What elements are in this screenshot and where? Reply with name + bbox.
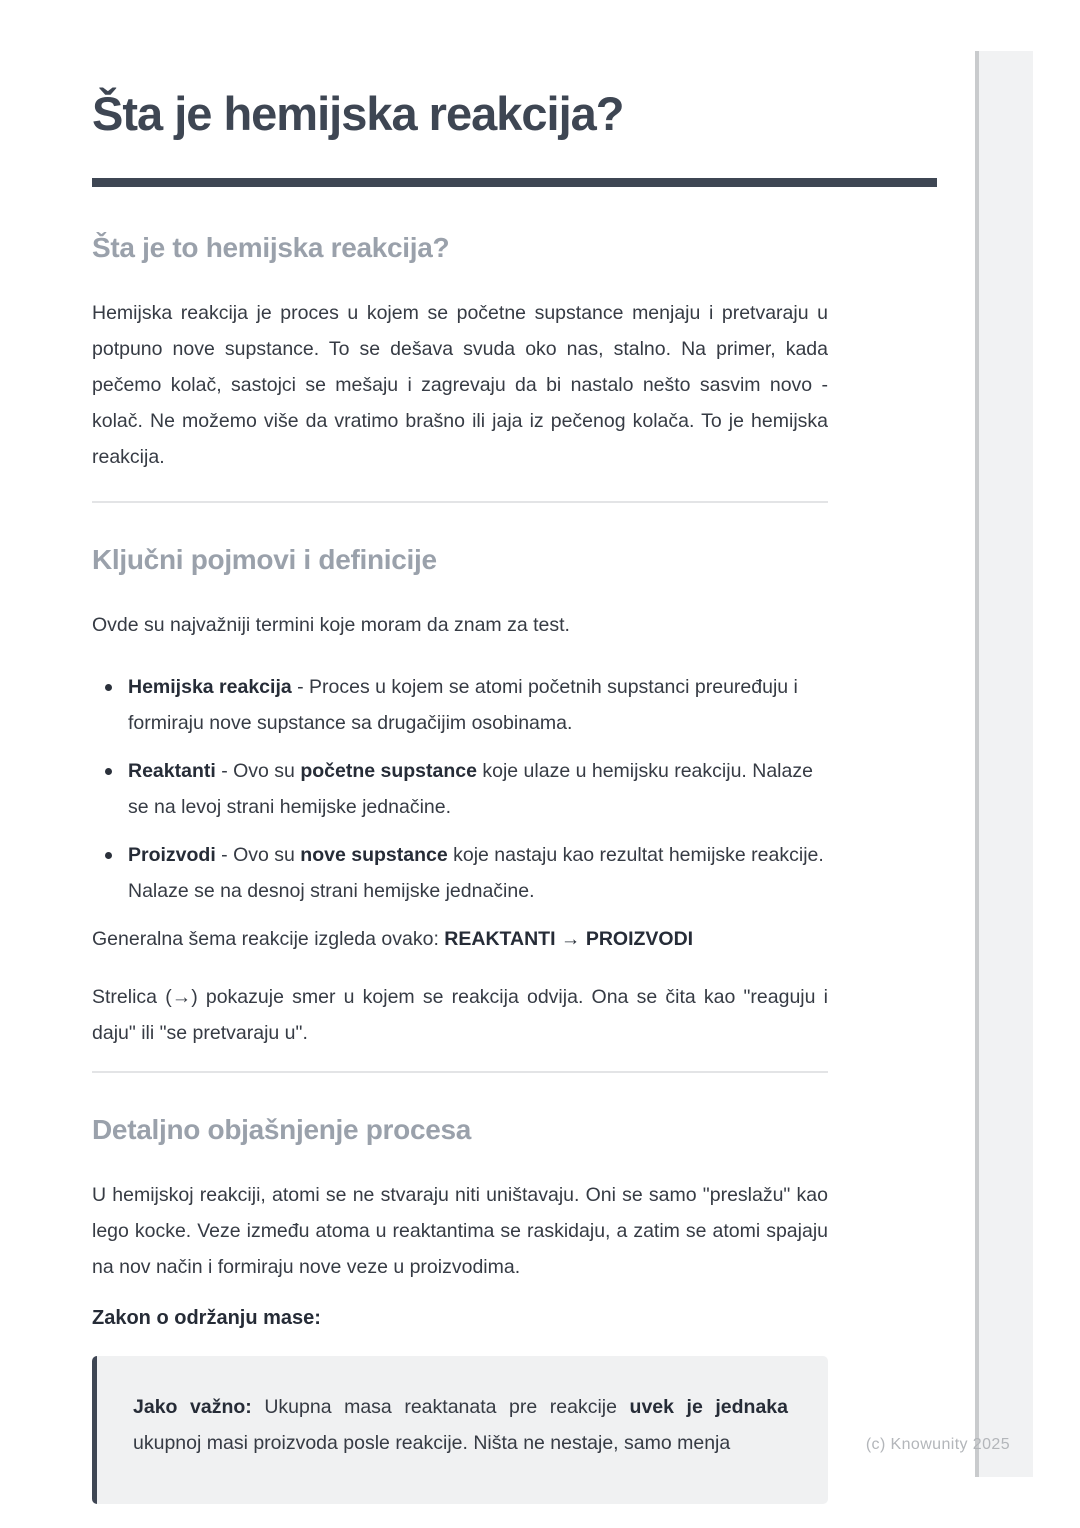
section-heading-key-terms: Ključni pojmovi i definicije <box>92 544 437 575</box>
section-divider <box>92 501 828 503</box>
term-name: Reaktanti <box>128 760 216 782</box>
term-name: Proizvodi <box>128 844 216 866</box>
page-title: Šta je hemijska reakcija? <box>92 87 624 140</box>
important-callout <box>92 1356 828 1504</box>
term-definition: - Proces u kojem se atomi početnih supstanci preuređuju i formiraju nove supstance sa drugačijim osobinama. <box>128 676 798 734</box>
reaction-scheme-line <box>92 921 828 957</box>
term-definition: - Ovo su <box>215 844 301 866</box>
key-terms-list <box>92 669 828 909</box>
content-column <box>92 0 828 1504</box>
term-definition: koje nastaju kao rezultat hemijske reakcije. Nalaze se na desnoj strani hemijske jednačine. <box>128 844 824 902</box>
title-rule <box>92 178 937 187</box>
scrollbar-track <box>975 51 1033 1477</box>
list-item-reaktanti <box>92 753 828 825</box>
callout-body: ukupnoj masi proizvoda posle reakcije. Ništa ne nestaje, samo menja <box>133 1432 731 1454</box>
callout-lead: Jako važno: <box>133 1396 252 1418</box>
term-definition: - Ovo su <box>215 760 301 782</box>
key-terms-intro: Ovde su najvažniji termini koje moram da znam za test. <box>92 614 570 636</box>
section-divider <box>92 1071 828 1073</box>
term-name: Hemijska reakcija <box>128 676 292 698</box>
process-paragraph: U hemijskoj reakciji, atomi se ne stvaraju niti uništavaju. Oni se samo "preslažu" kao lego kocke. Veze između atoma u reaktantima se raskidaju, a zatim se atomi spajaju na nov način i formiraju nove veze u proizvodima. <box>92 1184 828 1278</box>
callout-emphasis: uvek je jednaka <box>629 1396 788 1418</box>
copyright-note: (c) Knowunity 2025 <box>865 1436 1010 1453</box>
scheme-prefix: Generalna šema reakcije izgleda ovako: <box>92 928 445 950</box>
list-item-proizvodi <box>92 837 828 909</box>
term-emphasis: nove supstance <box>300 844 448 866</box>
arrow-note-paragraph: Strelica (→) pokazuje smer u kojem se reakcija odvija. Ona se čita kao "reaguju i daju" ili "se pretvaraju u". <box>92 986 828 1044</box>
law-label: Zakon o održanju mase: <box>92 1307 321 1329</box>
intro-paragraph: Hemijska reakcija je proces u kojem se početne supstance menjaju i pretvaraju u potpuno nove supstance. To se dešava svuda oko nas, stalno. Na primer, kada pečemo kolač, sastojci se mešaju i zagrevaju da bi nastalo nešto sasvim novo - kolač. Ne možemo više da vratimo brašno ili jaja iz pečenog kolača. To je hemijska reakcija. <box>92 302 828 468</box>
scheme-formula: REAKTANTI → PROIZVODI <box>444 928 694 950</box>
section-heading-intro: Šta je to hemijska reakcija? <box>92 232 450 263</box>
callout-text <box>133 1389 788 1461</box>
term-emphasis: početne supstance <box>300 760 477 782</box>
section-heading-process: Detaljno objašnjenje procesa <box>92 1114 472 1145</box>
callout-body: Ukupna masa reaktanata pre reakcije <box>251 1396 630 1418</box>
term-definition: koje ulaze u hemijsku reakciju. Nalaze se na levoj strani hemijske jednačine. <box>128 760 813 818</box>
list-item-hemijska-reakcija <box>92 669 828 741</box>
